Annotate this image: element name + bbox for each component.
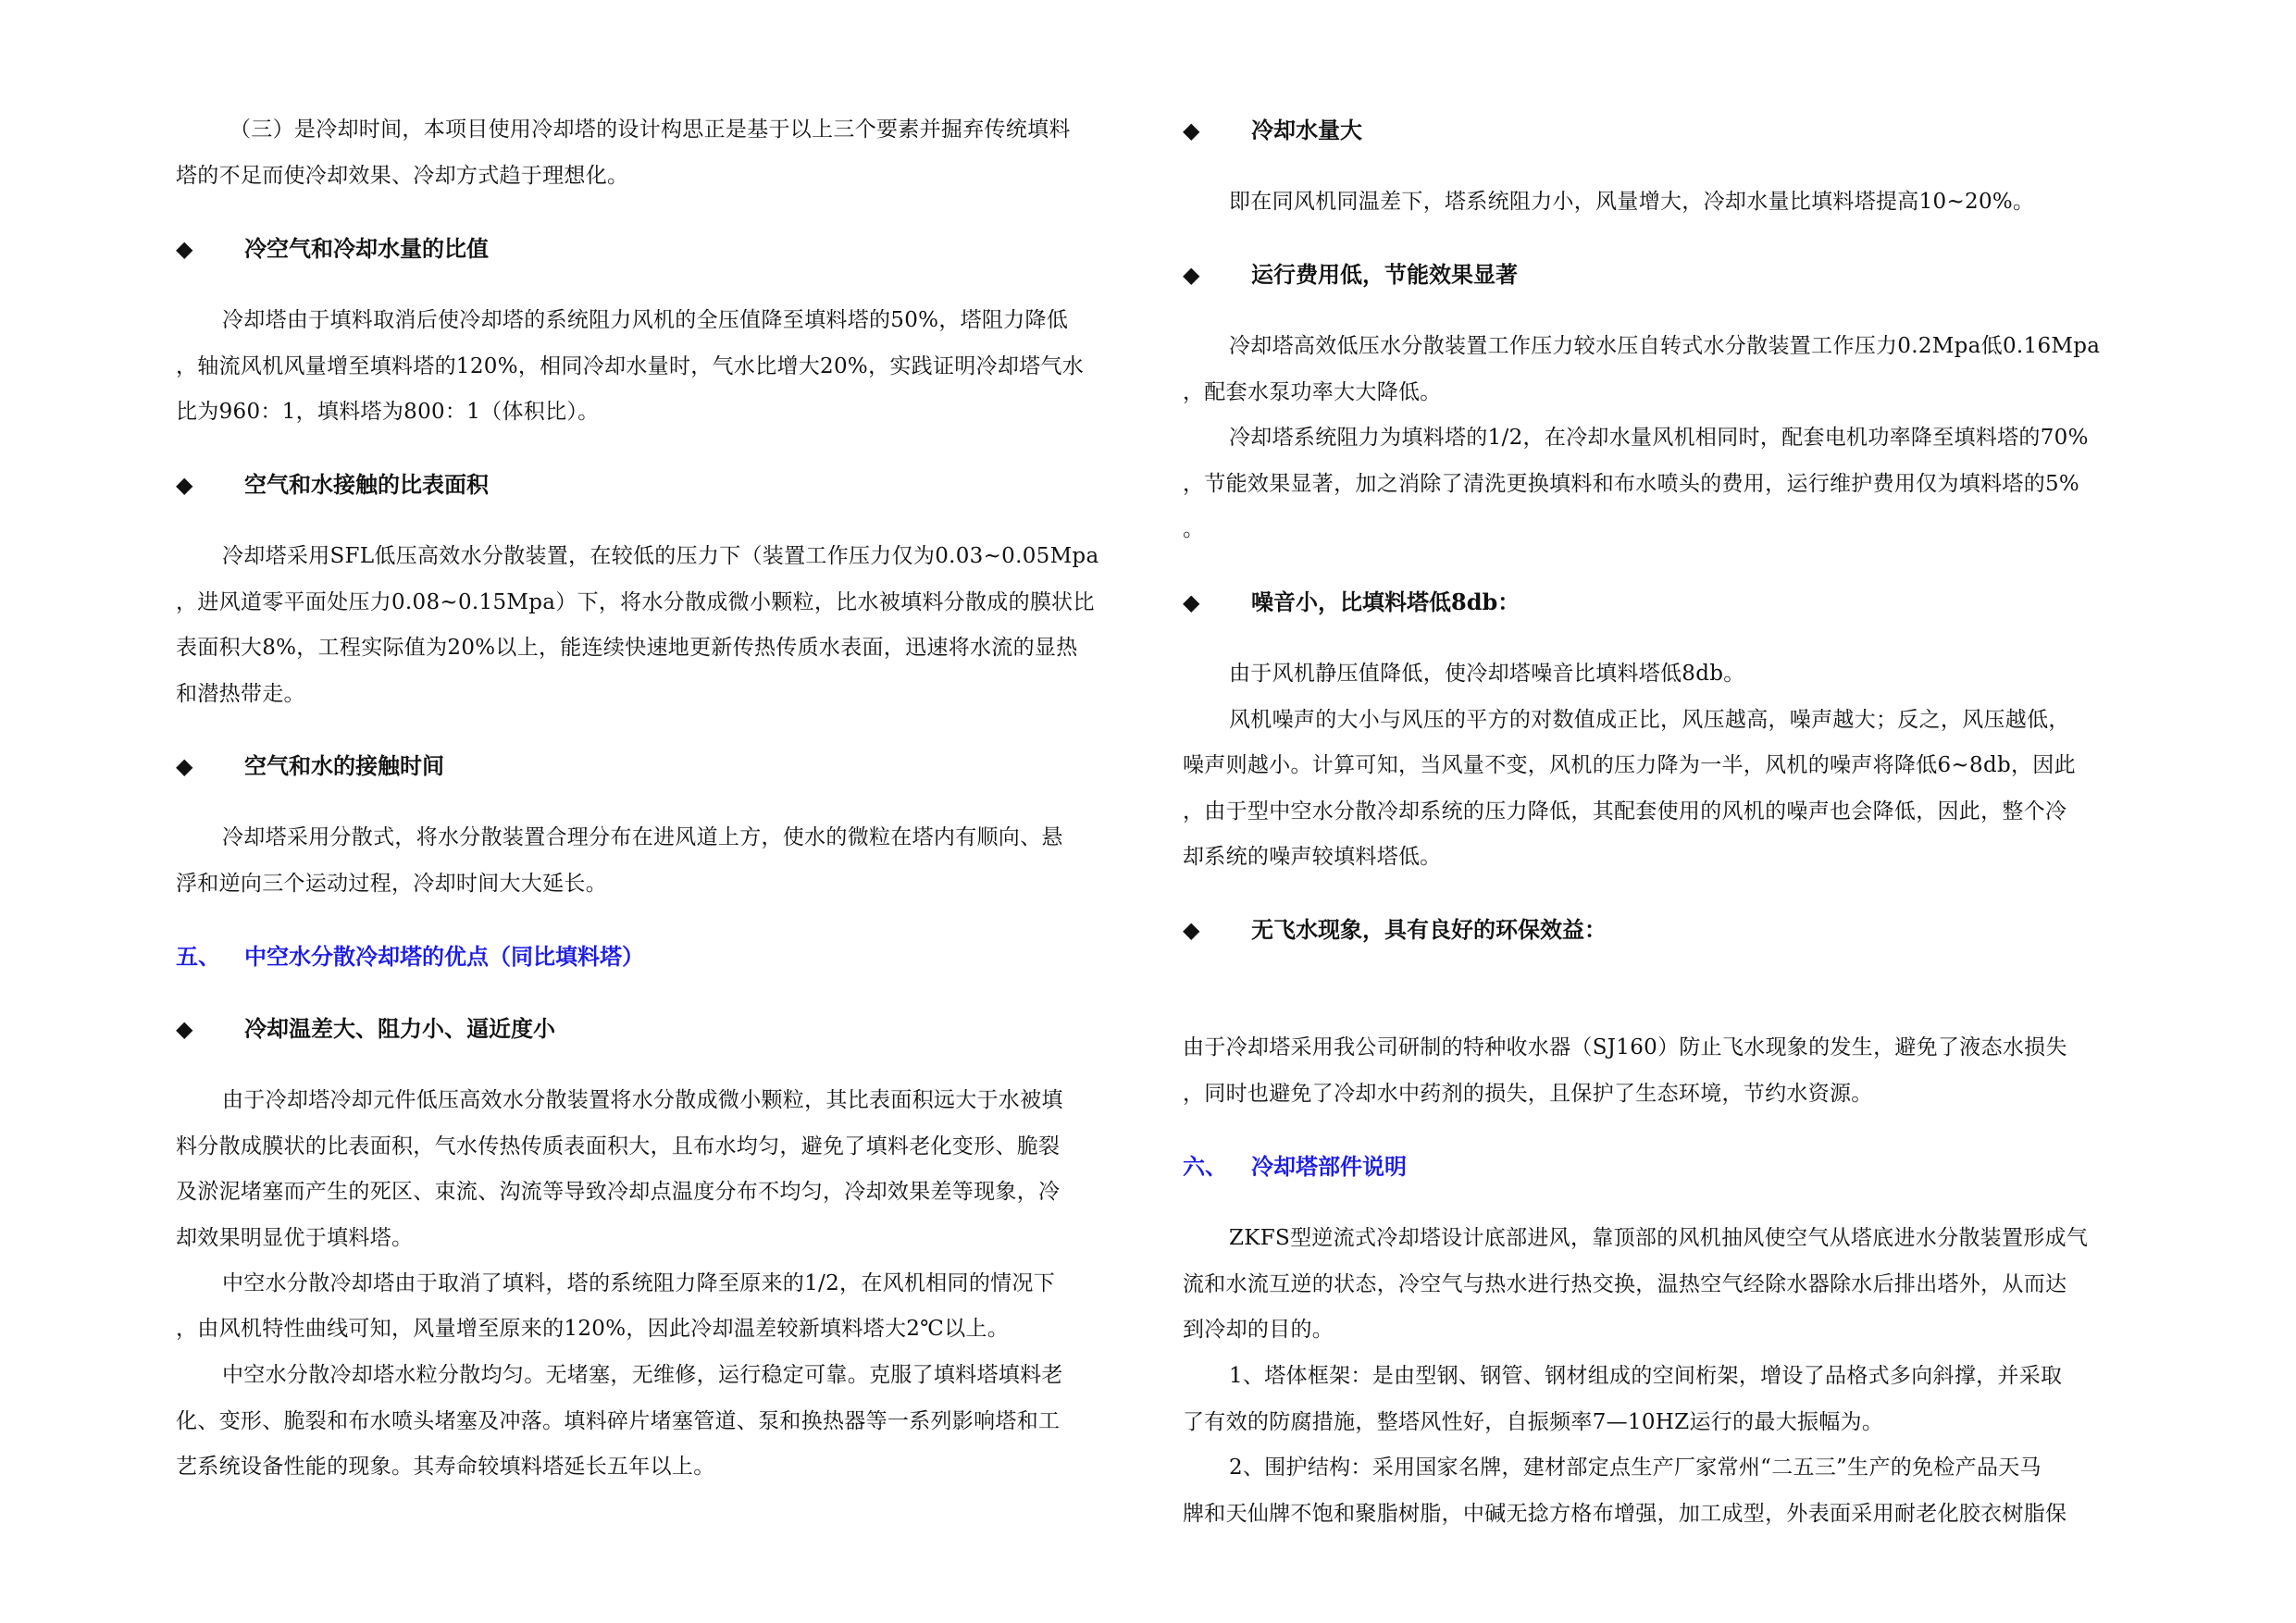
paragraph-line: ，由风机特性曲线可知，风量增至原来的120%，因此冷却温差较新填料塔大2℃以上。: [176, 1317, 1010, 1341]
paragraph-line: 浮和逆向三个运动过程，冷却时间大大延长。: [176, 872, 607, 896]
paragraph-line: 却系统的噪声较填料塔低。: [1183, 845, 1442, 869]
section-heading: [176, 754, 444, 778]
diamond-bullet-icon: ◆: [176, 752, 193, 779]
paragraph-line: 即在同风机同温差下，塔系统阻力小，风量增大，冷却水量比填料塔提高10~20%。: [1229, 190, 2035, 214]
paragraph-line: 冷却塔采用分散式，将水分散装置合理分布在进风道上方，使水的微粒在塔内有顺向、悬: [222, 825, 1063, 849]
diamond-bullet-icon: ◆: [1183, 261, 1200, 288]
paragraph-line: 冷却塔采用SFL低压高效水分散装置，在较低的压力下（装置工作压力仅为0.03~0.05Mpa: [222, 544, 1099, 568]
paragraph-line: 冷却塔由于填料取消后使冷却塔的系统阻力风机的全压值降至填料塔的50%，塔阻力降低: [222, 308, 1069, 332]
paragraph-line: 牌和天仙牌不饱和聚脂树脂，中碱无捻方格布增强，加工成型，外表面采用耐老化胶衣树脂保: [1183, 1502, 2067, 1526]
paragraph-line: ，节能效果显著，加之消除了清洗更换填料和布水喷头的费用，运行维护费用仅为填料塔的5%: [1183, 472, 2080, 496]
diamond-bullet-icon: ◆: [176, 471, 193, 498]
heading-text: 冷却水量大: [1251, 117, 1362, 143]
heading-text: 冷却温差大、阻力小、逼近度小: [244, 1015, 555, 1042]
section-heading: [176, 237, 489, 261]
paragraph-line: 艺系统设备性能的现象。其寿命较填料塔延长五年以上。: [176, 1455, 715, 1479]
paragraph-line: 及淤泥堵塞而产生的死区、束流、沟流等导致冷却点温度分布不均匀，冷却效果差等现象，冷: [176, 1180, 1061, 1204]
paragraph-line: 流和水流互逆的状态，冷空气与热水进行热交换，温热空气经除水器除水后排出塔外，从而达: [1183, 1272, 2067, 1296]
heading-text: 中空水分散冷却塔的优点（同比填料塔）: [244, 943, 644, 970]
section-heading: [1183, 918, 1607, 942]
paragraph-line: 塔的不足而使冷却效果、冷却方式趋于理想化。: [176, 164, 629, 188]
paragraph-line: 由于风机静压值降低，使冷却塔噪音比填料塔低8db。: [1229, 662, 1745, 686]
paragraph-line: ，同时也避免了冷却水中药剂的损失，且保护了生态环境，节约水资源。: [1183, 1082, 1873, 1106]
heading-text: 无飞水现象，具有良好的环保效益：: [1251, 916, 1607, 943]
paragraph-line: 冷却塔系统阻力为填料塔的1/2，在冷却水量风机相同时，配套电机功率降至填料塔的70%: [1229, 426, 2089, 450]
section-number: 五、: [176, 943, 220, 970]
diamond-bullet-icon: ◆: [176, 235, 193, 262]
paragraph-line: 了有效的防腐措施，整塔风性好，自振频率7—10HZ运行的最大振幅为。: [1183, 1410, 1884, 1434]
diamond-bullet-icon: ◆: [1183, 916, 1200, 943]
paragraph-line: （三）是冷却时间，本项目使用冷却塔的设计构思正是基于以上三个要素并掘弃传统填料: [230, 118, 1071, 142]
paragraph-line: 中空水分散冷却塔水粒分散均匀。无堵塞，无维修，运行稳定可靠。克服了填料塔填料老: [222, 1363, 1063, 1387]
section-heading: [176, 945, 644, 969]
paragraph-line: 中空水分散冷却塔由于取消了填料，塔的系统阻力降至原来的1/2，在风机相同的情况下: [222, 1271, 1056, 1295]
section-number: 六、: [1183, 1153, 1227, 1180]
heading-text: 冷空气和冷却水量的比值: [244, 235, 489, 262]
paragraph-line: 表面积大8%，工程实际值为20%以上，能连续快速地更新传热传质水表面，迅速将水流的显热: [176, 636, 1078, 660]
diamond-bullet-icon: ◆: [176, 1015, 193, 1042]
paragraph-line: 风机噪声的大小与风压的平方的对数值成正比，风压越高，噪声越大；反之，风压越低，: [1229, 708, 2070, 732]
paragraph-line: 1、塔体框架：是由型钢、钢管、钢材组成的空间桁架，增设了品格式多向斜撑，并采取: [1229, 1364, 2063, 1388]
paragraph-line: 冷却塔高效低压水分散装置工作压力较水压自转式水分散装置工作压力0.2Mpa低0.16Mpa: [1229, 334, 2101, 358]
heading-text: 噪音小，比填料塔低8db：: [1251, 588, 1520, 615]
paragraph-line: ZKFS型逆流式冷却塔设计底部进风，靠顶部的风机抽风使空气从塔底进水分散装置形成气: [1229, 1226, 2089, 1250]
heading-text: 空气和水的接触时间: [244, 752, 444, 779]
paragraph-line: 由于冷却塔冷却元件低压高效水分散装置将水分散成微小颗粒，其比表面积远大于水被填: [222, 1088, 1063, 1112]
section-heading: [1183, 118, 1362, 142]
paragraph-line: 到冷却的目的。: [1183, 1318, 1334, 1342]
paragraph-line: ，配套水泵功率大大降低。: [1183, 380, 1442, 404]
section-heading: [1183, 263, 1518, 287]
heading-text: 冷却塔部件说明: [1251, 1153, 1407, 1180]
paragraph-line: ，轴流风机风量增至填料塔的120%，相同冷却水量时，气水比增大20%，实践证明冷却塔气水: [176, 354, 1085, 378]
paragraph-line: ，由于型中空水分散冷却系统的压力降低，其配套使用的风机的噪声也会降低，因此，整个冷: [1183, 799, 2067, 824]
section-heading: [176, 1017, 555, 1041]
paragraph-line: 却效果明显优于填料塔。: [176, 1226, 414, 1250]
paragraph-line: 比为960：1，填料塔为800：1（体积比）。: [176, 400, 600, 424]
paragraph-line: 和潜热带走。: [176, 682, 305, 706]
paragraph-line: ，进风道零平面处压力0.08~0.15Mpa）下，将水分散成微小颗粒，比水被填料分散成的膜状比: [176, 590, 1095, 614]
paragraph-line: 料分散成膜状的比表面积，气水传热传质表面积大，且布水均匀，避免了填料老化变形、脆裂: [176, 1134, 1061, 1158]
paragraph-line: 化、变形、脆裂和布水喷头堵塞及冲落。填料碎片堵塞管道、泵和换热器等一系列影响塔和工: [176, 1409, 1061, 1433]
section-heading: [1183, 590, 1520, 614]
diamond-bullet-icon: ◆: [1183, 117, 1200, 143]
section-heading: [1183, 1155, 1407, 1179]
paragraph-line: 2、围护结构：采用国家名牌，建材部定点生产厂家常州“二五三”生产的免检产品天马: [1229, 1456, 2042, 1480]
heading-text: 运行费用低，节能效果显著: [1251, 261, 1518, 288]
paragraph-line: 噪声则越小。计算可知，当风量不变，风机的压力降为一半，风机的噪声将降低6~8db，因此: [1183, 753, 2076, 777]
section-heading: [176, 473, 489, 497]
diamond-bullet-icon: ◆: [1183, 588, 1200, 615]
paragraph-line: 由于冷却塔采用我公司研制的特种收水器（SJ160）防止飞水现象的发生，避免了液态水损失: [1183, 1035, 2067, 1059]
paragraph-line: 。: [1183, 517, 1205, 541]
heading-text: 空气和水接触的比表面积: [244, 471, 489, 498]
